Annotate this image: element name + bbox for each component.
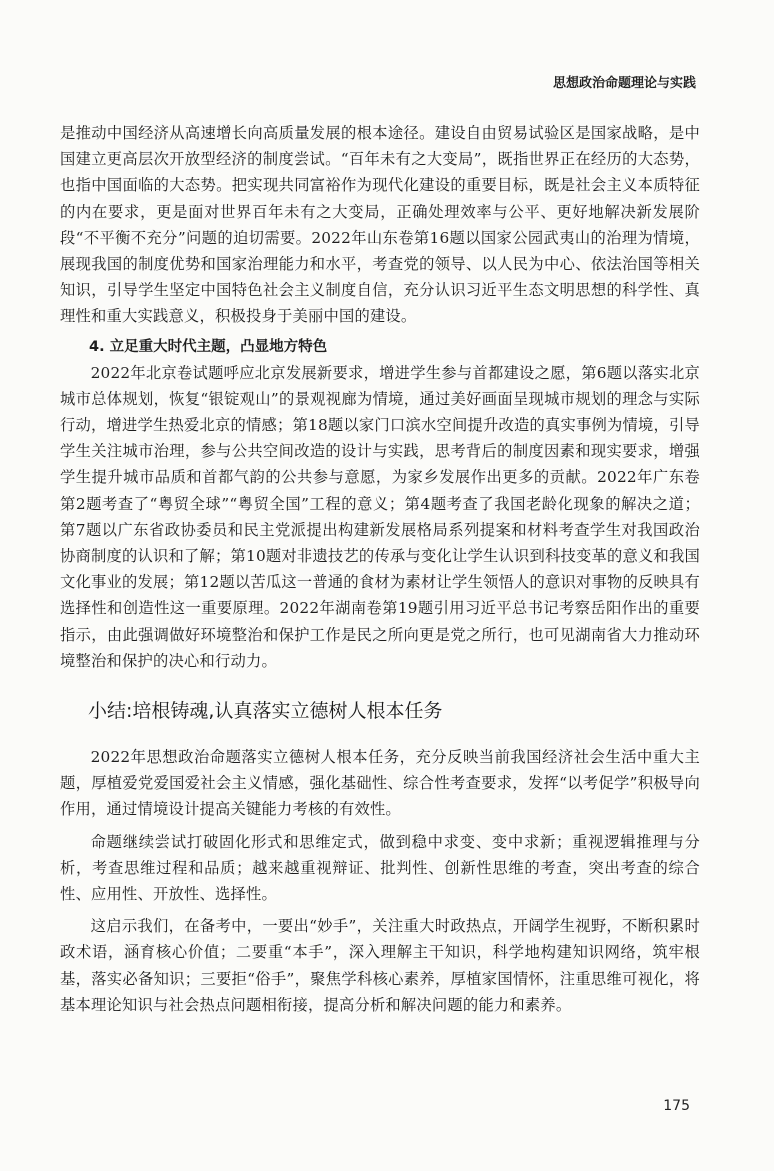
running-header-title: 思想政治命题理论与实践 [552, 76, 696, 91]
body-paragraph-3: 2022年思想政治命题落实立德树人根本任务，充分反映当前我国经济社会生活中重大主题，厚植爱党爱国爱社会主义情感，强化基础性、综合性考查要求，发挥“以考促学”积极导向作用，通过情境设计提高关键能力考核的有效性。 [60, 748, 700, 819]
body-paragraph-5: 这启示我们，在备考中，一要出“妙手”，关注重大时政热点，开阔学生视野，不断积累时政术语，涵育核心价值；二要重“本手”，深入理解主干知识，科学地构建知识网络，筑牢根基，落实必备知识；三要拒“俗手”，聚焦学科核心素养，厚植家国情怀，注重思维可视化，将基本理论知识与社会热点问题相衔接，提高分析和解决问题的能力和素养。 [60, 917, 700, 1014]
page-content [60, 120, 700, 1018]
subheading: 4. 立足重大时代主题，凸显地方特色 [89, 338, 328, 355]
body-paragraph-1: 是推动中国经济从高速增长向高质量发展的根本途径。建设自由贸易试验区是国家战略，是中国建立更高层次开放型经济的制度尝试。“百年未有之大变局”，既指世界正在经历的大态势，也指中国面临的大态势。把实现共同富裕作为现代化建设的重要目标，既是社会主义本质特征的内在要求，更是面对世界百年未有之大变局，正确处理效率与公平、更好地解决新发展阶段“不平衡不充分”问题的迫切需要。2022年山东卷第16题以国家公园武夷山的治理为情境，展现我国的制度优势和国家治理能力和水平，考查党的领导、以人民为中心、依法治国等相关知识，引导学生坚定中国特色社会主义制度自信，充分认识习近平生态文明思想的科学性、真理性和重大实践意义，积极投身于美丽中国的建设。 [60, 124, 700, 326]
body-paragraph-2: 2022年北京卷试题呼应北京发展新要求，增进学生参与首都建设之愿，第6题以落实北京城市总体规划，恢复“银锭观山”的景观视廊为情境，通过美好画面呈现城市规划的理念与实际行动，增进学生热爱北京的情感；第18题以家门口滨水空间提升改造的真实事例为情境，引导学生关注城市治理，参与公共空间改造的设计与实践，思考背后的制度因素和现实要求，增强学生提升城市品质和首都气韵的公共参与意愿，为家乡发展作出更多的贡献。2022年广东卷第2题考查了“粤贸全球”“粤贸全国”工程的意义；第4题考查了我国老龄化现象的解决之道；第7题以广东省政协委员和民主党派提出构建新发展格局系列提案和材料考查学生对我国政治协商制度的认识和了解；第10题对非遗技艺的传承与变化让学生认识到科技变革的意义和我国文化事业的发展；第12题以苦瓜这一普通的食材为素材让学生领悟人的意识对事物的反映具有选择性和创造性这一重要原理。2022年湖南卷第19题引用习近平总书记考察岳阳作出的重要指示，由此强调做好环境整治和保护工作是民之所向更是党之所行，也可见湖南省大力推动环境整治和保护的决心和行动力。 [60, 363, 700, 670]
body-paragraph-4: 命题继续尝试打破固化形式和思维定式，做到稳中求变、变中求新；重视逻辑推理与分析，考查思维过程和品质；越来越重视辩证、批判性、创新性思维的考查，突出考查的综合性、应用性、开放性、选择性。 [60, 832, 700, 904]
page-number: 175 [663, 1098, 690, 1114]
section-title: 小结:培根铸魂,认真落实立德树人根本任务 [88, 700, 443, 723]
